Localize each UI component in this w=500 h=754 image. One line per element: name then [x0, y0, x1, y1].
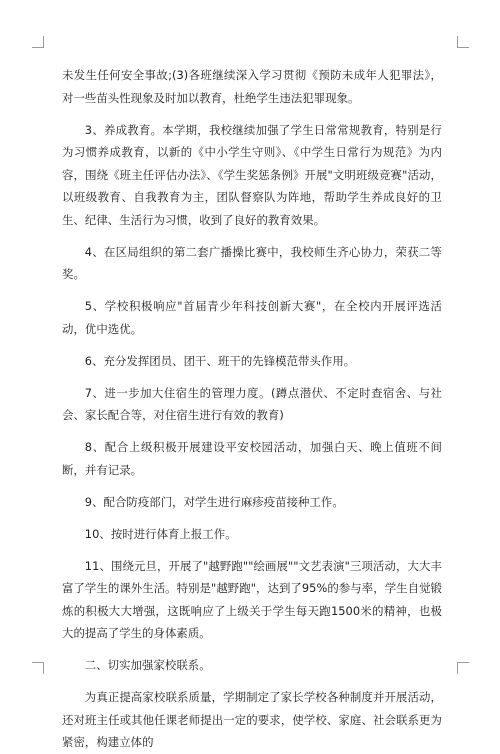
- paragraph-6: 7、进一步加大住宿生的管理力度。(蹲点潜伏、不定时查宿舍、与社会、家长配合等，对住宿生进行有效的教育): [62, 385, 442, 422]
- paragraph-11: 为真正提高家校联系质量，学期制定了家长学校各种制度并开展活动，还对班主任或其他任课老师提出一定的要求，使学校、家庭、社会联系更为紧密，构建立体的: [62, 690, 442, 749]
- paragraph-1: 未发生任何安全事故;(3)各班继续深入学习贯彻《预防未成年人犯罪法》，对一些苗头性现象及时加以教育，杜绝学生违法犯罪现象。: [62, 68, 442, 105]
- paragraph-5: 6、充分发挥团员、团干、班干的先锋模范带头作用。: [84, 353, 356, 368]
- section-heading: 二、切实加强家校联系。: [84, 658, 211, 672]
- crop-mark-top-right: [457, 36, 469, 48]
- document-body: [62, 64, 442, 754]
- paragraph-3: 4、在区局组织的第二套广播操比赛中，我校师生齐心协力，荣获二等奖。: [62, 244, 442, 281]
- crop-mark-top-left: [32, 36, 44, 48]
- paragraph-10: 11、围绕元旦，开展了"越野跑""绘画展""文艺表演"三项活动，大大丰富了学生的课外生活。特别是"越野跑"，达到了95%的参与率，学生自觉锻炼的积极大大增强，这既响应了上级关于学生每天跑1500米的精神，也极大的提高了学生的身体素质。: [62, 558, 442, 640]
- paragraph-7: 8、配合上级积极开展建设平安校园活动，加强白天、晚上值班不间断，并有记录。: [62, 440, 442, 477]
- paragraph-8: 9、配合防疫部门，对学生进行麻疹疫苗接种工作。: [84, 494, 344, 509]
- paragraph-4: 5、学校积极响应"首届青少年科技创新大赛"，在全校内开展评选活动，优中选优。: [62, 299, 442, 336]
- crop-mark-bottom-right: [457, 662, 469, 674]
- paragraph-2: 3、养成教育。本学期，我校继续加强了学生日常常规教育，特别是行为习惯养成教育，以新的《中小学生守则》、《中学生日常行为规范》为内容，围绕《班主任评估办法》、《学生奖惩条例》开展"文明班级竞赛"活动，以班级教育、自我教育为主，团队督察队为阵地，帮助学生养成良好的卫生、纪律、生活行为习惯，收到了良好的教育效果。: [62, 122, 442, 227]
- paragraph-9: 10、按时进行体育上报工作。: [84, 526, 237, 541]
- crop-mark-bottom-left: [32, 662, 44, 674]
